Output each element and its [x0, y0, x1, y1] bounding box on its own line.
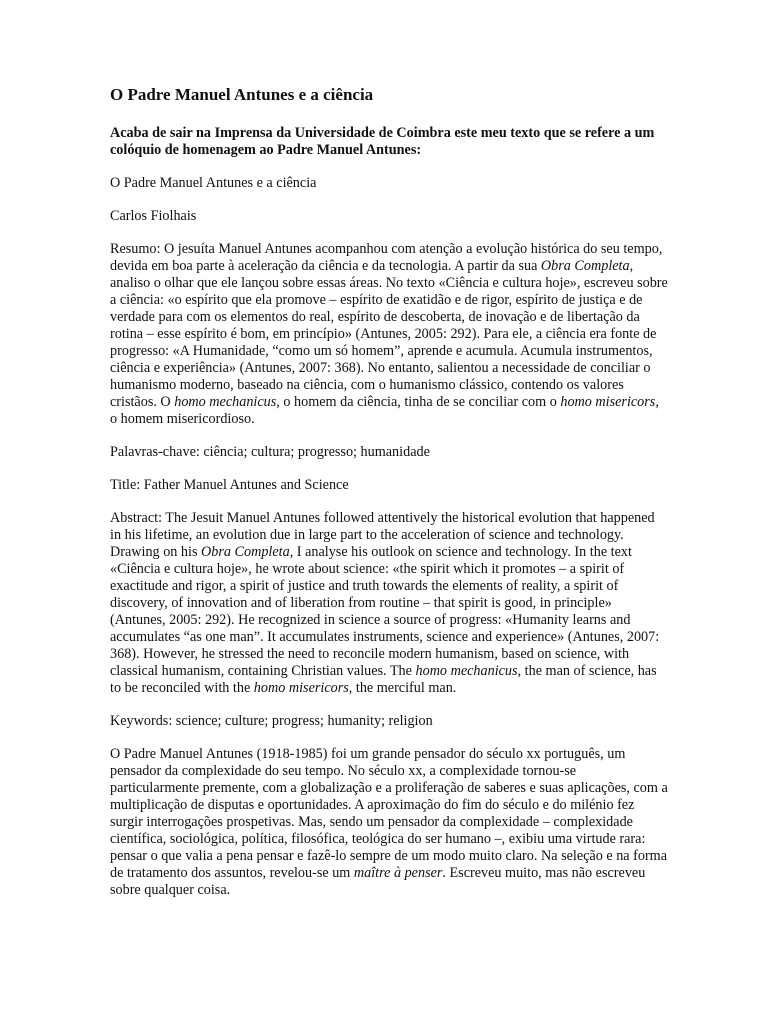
- resumo-text-4: o homem misericordioso.: [110, 411, 255, 427]
- body-text-2: . Escreveu muito, mas não escreveu sobre qualquer coisa.: [110, 865, 646, 898]
- resumo-text-1: Resumo: O jesuíta Manuel Antunes acompanhou com atenção a evolução histórica do seu tempo, devida em boa parte à aceleração da ciência e da tecnologia. A partir da sua: [110, 241, 663, 274]
- resumo-text-3: , o homem da ciência, tinha de se conciliar com o: [276, 394, 561, 410]
- keywords: Keywords: science; culture; progress; humanity; religion: [110, 713, 433, 729]
- abstract-italic-3: homo misericors: [253, 680, 349, 696]
- intro-paragraph: Acaba de sair na Imprensa da Universidade de Coimbra este meu texto que se refere a um colóquio de homenagem ao Padre Manuel Antunes:: [110, 125, 655, 158]
- resumo-italic-3: homo misericors,: [560, 394, 659, 410]
- abstract-paragraph: [110, 510, 668, 697]
- resumo-text-2: , analiso o olhar que ele lançou sobre essas áreas. No texto «Ciência e cultura hoje», escreveu sobre a ciência: «o espírito que ela promove – espírito de exatidão e de rigor, espírito de justiça e de verdade para com os elementos do real, espírito de descoberta, de inovação e de libertação da rotina – esse espírito é bom, em princípio» (Antunes, 2005: 292). Para ele, a ciência era fonte de progresso: «A Humanidade, “como um só homem”, aprende e acumula. Acumula instrumentos, ciência e experiência» (Antunes, 2007: 368). No entanto, salientou a necessidade de conciliar o humanismo moderno, baseado na ciência, com o humanismo clássico, contendo os valores cristãos. O: [110, 258, 668, 410]
- body-paragraph-1: [110, 746, 668, 899]
- english-title: Title: Father Manuel Antunes and Science: [110, 477, 349, 493]
- abstract-italic-2: homo mechanicus: [415, 663, 518, 679]
- resumo-italic-1: Obra Completa: [540, 258, 630, 274]
- resumo-paragraph: [110, 241, 668, 428]
- abstract-text-4: , the merciful man.: [348, 680, 457, 696]
- abstract-text-1: Abstract: The Jesuit Manuel Antunes followed attentively the historical evolution that happened in his lifetime, an evolution due in large part to the acceleration of science and technology. Drawing on his: [110, 510, 655, 560]
- palavras-chave: Palavras-chave: ciência; cultura; progresso; humanidade: [110, 444, 430, 460]
- abstract-text-2: , I analyse his outlook on science and technology. In the text «Ciência e cultura hoje», he wrote about science: «the spirit which it promotes – a spirit of exactitude and rigor, a spirit of justice and truth towards the elements of reality, a spirit of discovery, of innovation and of liberation from routine – that spirit is good, in principle» (Antunes, 2005: 292). He recognized in science a source of progress: «Humanity learns and accumulates “as one man”. It accumulates instruments, science and experience» (Antunes, 2007: 368). However, he stressed the need to reconcile modern humanism, based on science, with classical humanism, containing Christian values. The: [110, 544, 660, 679]
- body-italic-1: maître à penser: [353, 865, 443, 881]
- abstract-italic-1: Obra Completa: [201, 544, 290, 560]
- author-name: Carlos Fiolhais: [110, 208, 197, 224]
- article-title: O Padre Manuel Antunes e a ciência: [110, 175, 317, 191]
- abstract-text-3: , the man of science, has to be reconciled with the: [110, 663, 657, 696]
- body-text-1: O Padre Manuel Antunes (1918-1985) foi um grande pensador do século xx português, um pensador da complexidade do seu tempo. No século xx, a complexidade tornou-se particularmente premente, com a globalização e a proliferação de saberes e suas aplicações, com a multiplicação de disputas e oportunidades. A aproximação do fim do século e do milénio fez surgir interrogações prospetivas. Mas, sendo um pensador da complexidade – complexidade científica, sociológica, política, filosófica, teológica do ser humano –, exibiu uma virtude rara: pensar o que valia a pena pensar e fazê-lo sempre de um modo muito claro. Na seleção e na forma de tratamento dos assuntos, revelou-se um: [110, 746, 668, 881]
- resumo-italic-2: homo mechanicus: [174, 394, 277, 410]
- post-title: O Padre Manuel Antunes e a ciência: [110, 85, 374, 104]
